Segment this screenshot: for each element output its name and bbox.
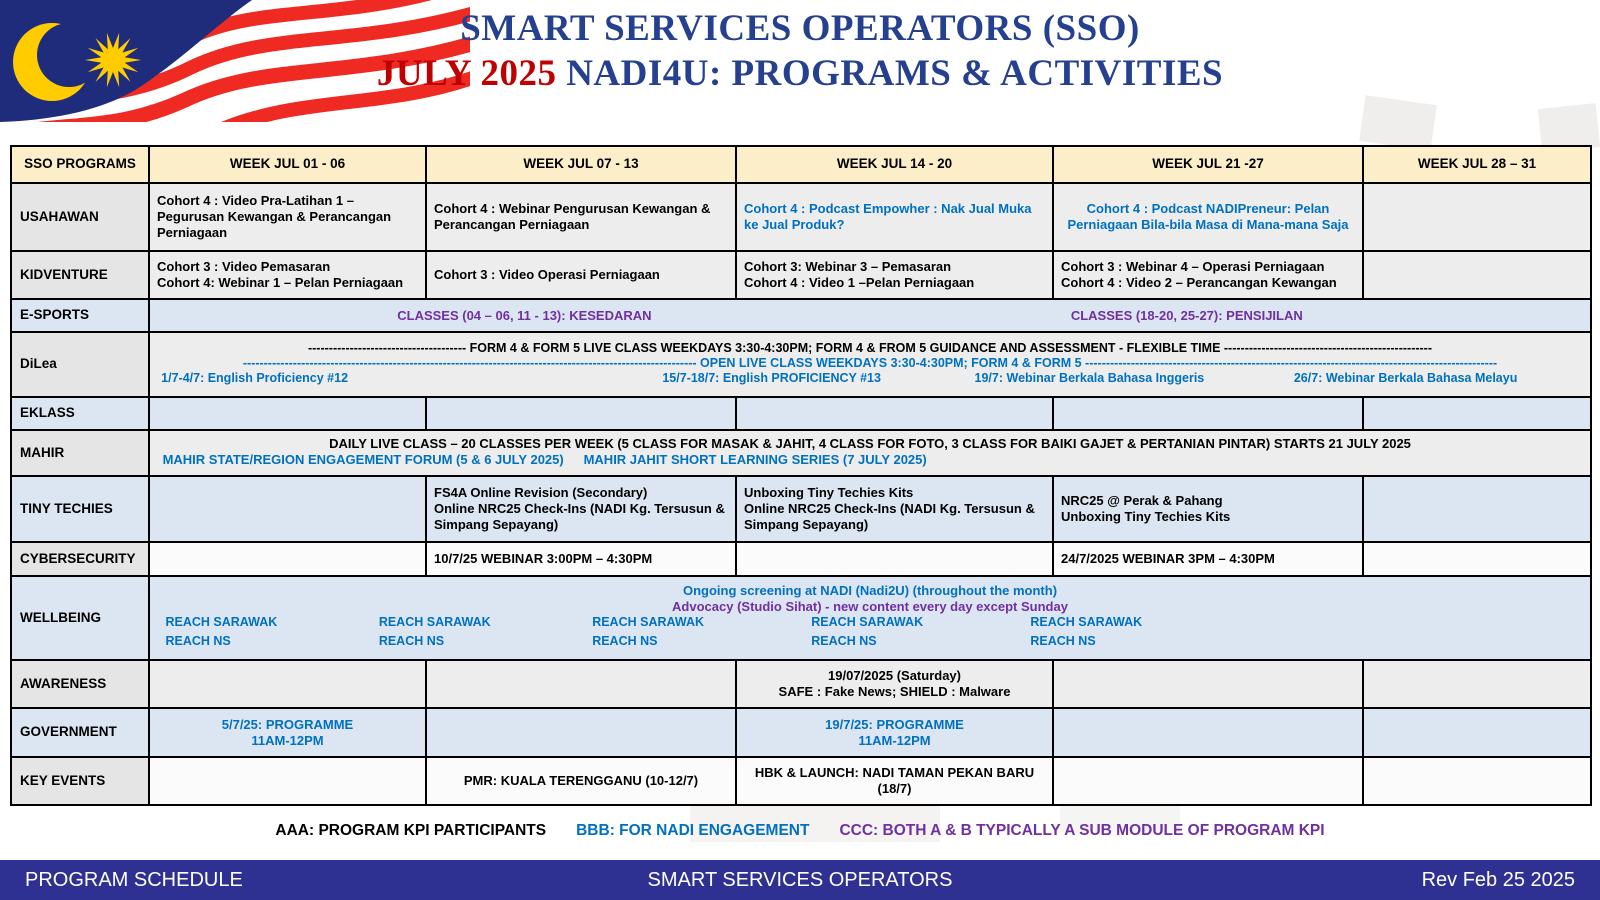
cell xyxy=(736,708,1053,757)
esports-kesedaran: CLASSES (04 – 06, 11 - 13): KESEDARAN xyxy=(397,307,652,323)
cell xyxy=(1053,476,1363,542)
reach-sarawak: REACH SARAWAK xyxy=(1030,614,1143,629)
cell-merged xyxy=(149,299,1591,332)
dilea-line3 xyxy=(154,371,1586,388)
row-esports xyxy=(11,299,1591,332)
page-title xyxy=(0,6,1600,96)
cell-empty xyxy=(1053,708,1363,757)
program-label: KIDVENTURE xyxy=(11,251,149,299)
row-tiny-techies xyxy=(11,476,1591,542)
program-label: EKLASS xyxy=(11,397,149,430)
header-week3: WEEK JUL 14 - 20 xyxy=(736,146,1053,183)
cell: Cohort 3 : Video Operasi Perniagaan xyxy=(426,251,736,299)
cell-line: SAFE : Fake News; SHIELD : Malware xyxy=(778,684,1011,699)
cell-merged xyxy=(149,576,1591,660)
reach-ns: REACH NS xyxy=(165,633,231,648)
cell-empty xyxy=(1363,251,1591,299)
header-row xyxy=(11,146,1591,183)
legend-bbb: BBB: FOR NADI ENGAGEMENT xyxy=(576,822,810,839)
footer-left: PROGRAM SCHEDULE xyxy=(25,868,243,891)
cell: Cohort 4 : Podcast NADIPreneur: Pelan Perniagaan Bila-bila Masa di Mana-mana Saja xyxy=(1053,183,1363,251)
program-label: GOVERNMENT xyxy=(11,708,149,757)
dilea-item: 1/7-4/7: English Proficiency #12 xyxy=(161,371,349,386)
row-government xyxy=(11,708,1591,757)
cell-empty xyxy=(149,660,426,708)
reach-ns: REACH NS xyxy=(378,633,445,648)
program-label: DiLea xyxy=(11,332,149,397)
reach-ns: REACH NS xyxy=(811,633,877,648)
cell xyxy=(1053,251,1363,299)
row-awareness xyxy=(11,660,1591,708)
cell-empty xyxy=(736,542,1053,576)
header-week4: WEEK JUL 21 -27 xyxy=(1053,146,1363,183)
cell: Cohort 4 : Podcast Empowher : Nak Jual Muka ke Jual Produk? xyxy=(736,183,1053,251)
cell: 10/7/25 WEBINAR 3:00PM – 4:30PM xyxy=(426,542,736,576)
cell-empty xyxy=(426,708,736,757)
cell-line: FS4A Online Revision (Secondary) xyxy=(434,485,648,501)
mahir-line2 xyxy=(154,452,1586,470)
cell-line: Cohort 3 : Webinar 4 – Operasi Perniagaan xyxy=(1061,259,1325,275)
cell-empty xyxy=(1053,397,1363,430)
dilea-line2: ------------------------------------------------------------------------------------------------------------- OPEN LIVE CLASS WEEKDAYS 3:30-4:30PM; FORM 4 & FORM 5 --------------------------------------------------------------------------------------------------- xyxy=(242,356,1498,370)
cell-line: 19/07/2025 (Saturday) xyxy=(828,668,961,684)
reach-ns: REACH NS xyxy=(592,633,658,648)
legend-aaa: AAA: PROGRAM KPI PARTICIPANTS xyxy=(275,822,547,839)
cell-line: Cohort 4: Webinar 1 – Pelan Perniagaan xyxy=(157,275,404,290)
title-line1: SMART SERVICES OPERATORS (SSO) xyxy=(460,8,1140,49)
cell-line: Unboxing Tiny Techies Kits xyxy=(744,485,914,501)
dilea-item: 26/7: Webinar Berkala Bahasa Melayu xyxy=(1293,371,1518,386)
row-key-events xyxy=(11,757,1591,805)
wellbeing-line2: Advocacy (Studio Sihat) - new content every day except Sunday xyxy=(672,599,1068,614)
cell-line: Cohort 4 : Video 2 – Perancangan Kewangan xyxy=(1061,275,1337,290)
cell-empty xyxy=(736,397,1053,430)
legend-ccc: CCC: BOTH A & B TYPICALLY A SUB MODULE OF PROGRAM KPI xyxy=(839,822,1325,839)
cell-empty xyxy=(426,397,736,430)
cell xyxy=(736,660,1053,708)
dilea-line1: -------------------------------------- FORM 4 & FORM 5 LIVE CLASS WEEKDAYS 3:30-4:30PM; FORM 4 & FROM 5 GUIDANCE AND ASSESSMENT - FLEXIBLE TIME -------------------------------------------------- xyxy=(307,340,1433,355)
cell-line: Cohort 3 : Video Pemasaran xyxy=(157,259,331,275)
cell: Cohort 4 : Webinar Pengurusan Kewangan & Perancangan Perniagaan xyxy=(426,183,736,251)
title-line2 xyxy=(0,51,1600,96)
cell: 24/7/2025 WEBINAR 3PM – 4:30PM xyxy=(1053,542,1363,576)
row-wellbeing xyxy=(11,576,1591,660)
cell-line: 5/7/25: PROGRAMME xyxy=(221,716,354,732)
cell-line: 11AM-12PM xyxy=(251,732,324,748)
header-week2: WEEK JUL 07 - 13 xyxy=(426,146,736,183)
cell-line: NRC25 @ Perak & Pahang xyxy=(1061,493,1223,509)
title-line2-rest: NADI4U: PROGRAMS & ACTIVITIES xyxy=(556,53,1224,94)
cell-empty xyxy=(1363,183,1591,251)
header-week5: WEEK JUL 28 – 31 xyxy=(1363,146,1591,183)
cell-empty xyxy=(1053,660,1363,708)
row-dilea xyxy=(11,332,1591,397)
row-usahawan xyxy=(11,183,1591,251)
cell-line: HBK & LAUNCH: NADI TAMAN PEKAN BARU xyxy=(754,765,1035,781)
cell-empty xyxy=(149,476,426,542)
wellbeing-line1: Ongoing screening at NADI (Nadi2U) (throughout the month) xyxy=(682,583,1058,599)
row-eklass xyxy=(11,397,1591,430)
cell-line: Online NRC25 Check-Ins (NADI Kg. Tersusun & Simpang Sepayang) xyxy=(744,501,1035,532)
cell xyxy=(149,708,426,757)
footer-right: Rev Feb 25 2025 xyxy=(1421,868,1576,891)
cell-empty xyxy=(1363,660,1591,708)
cell-merged xyxy=(149,430,1591,476)
cell xyxy=(736,476,1053,542)
footer-bar xyxy=(0,860,1600,900)
esports-pensijilan: CLASSES (18-20, 25-27): PENSIJILAN xyxy=(1070,307,1303,323)
cell xyxy=(736,251,1053,299)
cell-empty xyxy=(149,757,426,805)
cell-empty xyxy=(149,397,426,430)
cell-line: 11AM-12PM xyxy=(858,732,931,748)
cell-merged xyxy=(149,332,1591,397)
reach-sarawak: REACH SARAWAK xyxy=(378,614,491,629)
cell-empty xyxy=(1053,757,1363,805)
dilea-item: 19/7: Webinar Berkala Bahasa Inggeris xyxy=(974,371,1205,386)
legend xyxy=(0,822,1600,840)
cell-line: 19/7/25: PROGRAMME xyxy=(825,716,964,732)
row-mahir xyxy=(11,430,1591,476)
cell: PMR: KUALA TERENGGANU (10-12/7) xyxy=(426,757,736,805)
cell-empty xyxy=(1363,397,1591,430)
reach-ns: REACH NS xyxy=(1030,633,1096,648)
reach-sarawak: REACH SARAWAK xyxy=(811,614,924,629)
program-label: TINY TECHIES xyxy=(11,476,149,542)
header-week1: WEEK JUL 01 - 06 xyxy=(149,146,426,183)
cell-empty xyxy=(149,542,426,576)
cell-line: Online NRC25 Check-Ins (NADI Kg. Tersusun & Simpang Sepayang) xyxy=(434,501,725,532)
program-label: CYBERSECURITY xyxy=(11,542,149,576)
title-month: JULY 2025 xyxy=(376,53,557,94)
wellbeing-ns-line xyxy=(154,634,1586,653)
reach-sarawak: REACH SARAWAK xyxy=(165,614,278,629)
program-label: KEY EVENTS xyxy=(11,757,149,805)
header-sso-programs: SSO PROGRAMS xyxy=(11,146,149,183)
program-label: AWARENESS xyxy=(11,660,149,708)
cell-empty xyxy=(1363,708,1591,757)
program-label: E-SPORTS xyxy=(11,299,149,332)
wellbeing-sarawak-line xyxy=(154,615,1586,634)
cell xyxy=(149,251,426,299)
cell-line: Cohort 4 : Video 1 –Pelan Perniagaan xyxy=(744,275,975,290)
schedule-table xyxy=(10,145,1592,806)
cell xyxy=(426,476,736,542)
reach-sarawak: REACH SARAWAK xyxy=(592,614,704,629)
cell xyxy=(736,757,1053,805)
watermark xyxy=(1359,95,1437,151)
mahir-jahit: MAHIR JAHIT SHORT LEARNING SERIES (7 JULY 2025) xyxy=(583,451,927,467)
cell-line: Unboxing Tiny Techies Kits xyxy=(1061,509,1231,524)
mahir-line1: DAILY LIVE CLASS – 20 CLASSES PER WEEK (5 CLASS FOR MASAK & JAHIT, 4 CLASS FOR FOTO, 3 CLASS FOR BAIKI GAJET & PERTANIAN PINTAR) STARTS 21 JULY 2025 xyxy=(329,436,1411,452)
cell-line: (18/7) xyxy=(877,781,912,796)
program-label: WELLBEING xyxy=(11,576,149,660)
cell-empty xyxy=(1363,476,1591,542)
cell-line: Cohort 3: Webinar 3 – Pemasaran xyxy=(744,259,952,275)
cell-empty xyxy=(1363,542,1591,576)
program-label: USAHAWAN xyxy=(11,183,149,251)
dilea-item: 15/7-18/7: English PROFICIENCY #13 xyxy=(662,371,881,386)
footer-center: SMART SERVICES OPERATORS xyxy=(647,868,953,891)
row-cybersecurity xyxy=(11,542,1591,576)
program-label: MAHIR xyxy=(11,430,149,476)
cell: Cohort 4 : Video Pra-Latihan 1 – Pegurusan Kewangan & Perancangan Perniagaan xyxy=(149,183,426,251)
row-kidventure xyxy=(11,251,1591,299)
cell-empty xyxy=(1363,757,1591,805)
mahir-forum: MAHIR STATE/REGION ENGAGEMENT FORUM (5 & 6 JULY 2025) xyxy=(162,451,564,467)
cell-empty xyxy=(426,660,736,708)
